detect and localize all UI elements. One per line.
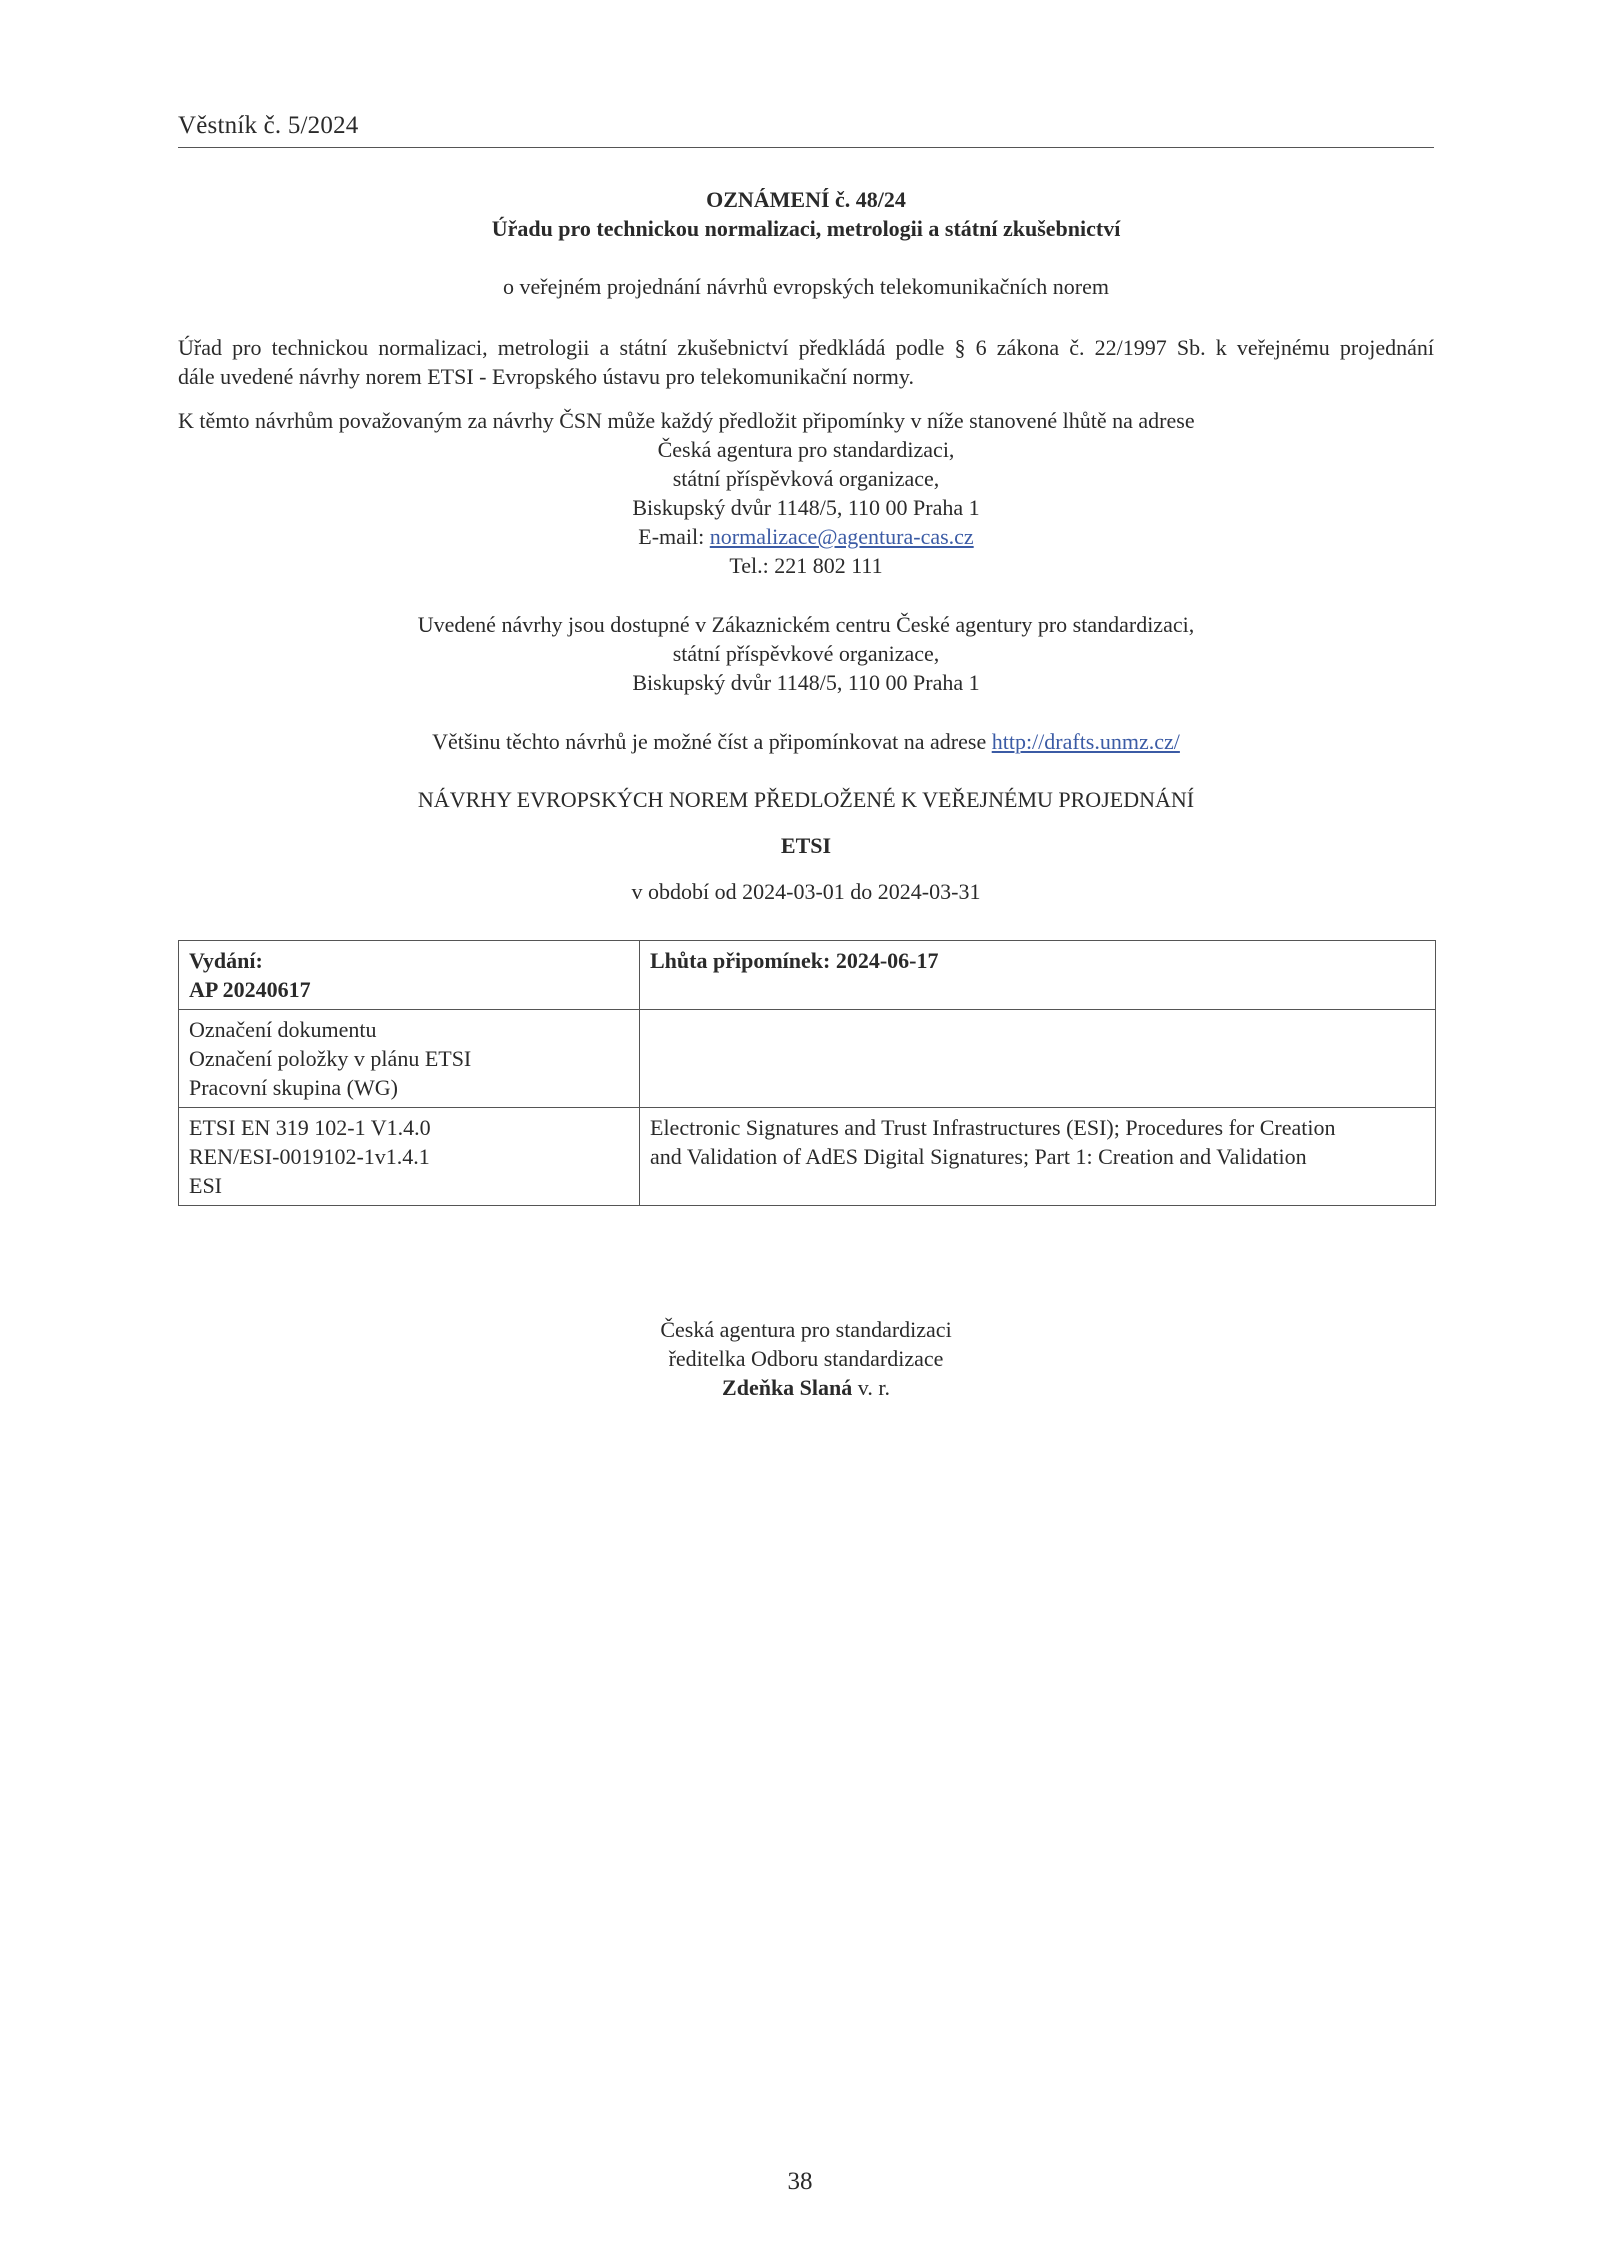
drafts-text: Většinu těchto návrhů je možné číst a připomínkovat na adrese — [432, 729, 992, 754]
drafts-line — [178, 727, 1434, 756]
table-header-row — [179, 941, 1436, 1010]
bulletin-title: Věstník č. 5/2024 — [178, 112, 359, 139]
address-line-2: státní příspěvková organizace, — [672, 466, 940, 491]
announcement-subject: o veřejném projednání návrhů evropských telekomunikačních norem — [502, 274, 1110, 299]
legend-empty-cell — [640, 1010, 1436, 1108]
header-divider — [178, 147, 1434, 148]
signature-name-line — [178, 1373, 1434, 1402]
availability-block — [178, 610, 1434, 697]
intro-paragraph — [178, 333, 1434, 391]
document-title-cell — [640, 1108, 1436, 1206]
signature-agency: Česká agentura pro standardizaci — [660, 1317, 952, 1342]
legend-work-item: Označení položky v plánu ETSI — [189, 1046, 472, 1071]
announcement-office: Úřadu pro technickou normalizaci, metrologii a státní zkušebnictví — [491, 216, 1121, 241]
legend-working-group: Pracovní skupina (WG) — [189, 1075, 398, 1100]
document-designation: ETSI EN 319 102-1 V1.4.0 — [189, 1115, 431, 1140]
edition-cell — [179, 941, 640, 1010]
document-title-line-2: and Validation of AdES Digital Signatures; Part 1: Creation and Validation — [650, 1144, 1307, 1169]
intro-line-1: Úřad pro technickou normalizaci, metrologii a státní zkušebnictví předkládá podle § 6 zákona č. 22/1997 Sb. k veřejnému projednání — [178, 335, 1434, 360]
drafts-link[interactable]: http://drafts.unmz.cz/ — [991, 729, 1180, 754]
section-period: v období od 2024-03-01 do 2024-03-31 — [631, 879, 981, 904]
email-line — [178, 522, 1434, 551]
edition-value: AP 20240617 — [189, 977, 311, 1002]
legend-designation: Označení dokumentu — [189, 1017, 377, 1042]
document-wg: ESI — [189, 1173, 222, 1198]
page-number: 38 — [787, 2168, 813, 2195]
legend-cell — [179, 1010, 640, 1108]
phone-line: Tel.: 221 802 111 — [729, 553, 883, 578]
drafts-table — [178, 940, 1436, 1206]
deadline-cell — [640, 941, 1436, 1010]
email-link[interactable]: normalizace@agentura-cas.cz — [709, 524, 974, 549]
email-label: E-mail: — [638, 524, 710, 549]
intro-line-2: dále uvedené návrhy norem ETSI - Evropského ústavu pro telekomunikační normy. — [178, 364, 914, 389]
document-work-item: REN/ESI-0019102-1v1.4.1 — [189, 1144, 430, 1169]
section-org: ETSI — [780, 833, 832, 858]
address-line-1: Česká agentura pro standardizaci, — [657, 437, 955, 462]
edition-label: Vydání: — [189, 948, 263, 973]
address-line-3: Biskupský dvůr 1148/5, 110 00 Praha 1 — [632, 495, 980, 520]
signature-name: Zdeňka Slaná — [722, 1375, 853, 1400]
availability-line-1: Uvedené návrhy jsou dostupné v Zákaznickém centru České agentury pro standardizaci, — [417, 612, 1195, 637]
comments-intro: K těmto návrhům považovaným za návrhy ČSN může každý předložit připomínky v níže stanovené lhůtě na adrese — [178, 408, 1195, 433]
deadline-text: Lhůta připomínek: 2024-06-17 — [650, 948, 939, 973]
announcement-number: OZNÁMENÍ č. 48/24 — [706, 187, 906, 212]
document-title-line-1: Electronic Signatures and Trust Infrastructures (ESI); Procedures for Creation — [650, 1115, 1336, 1140]
comments-address — [178, 435, 1434, 580]
section-heading: NÁVRHY EVROPSKÝCH NOREM PŘEDLOŽENÉ K VEŘEJNÉMU PROJEDNÁNÍ — [417, 787, 1195, 812]
table-legend-row — [179, 1010, 1436, 1108]
table-row — [179, 1108, 1436, 1206]
signature-block — [178, 1315, 1434, 1402]
availability-line-2: státní příspěvkové organizace, — [672, 641, 940, 666]
availability-line-3: Biskupský dvůr 1148/5, 110 00 Praha 1 — [632, 670, 980, 695]
signature-suffix: v. r. — [852, 1375, 890, 1400]
signature-role: ředitelka Odboru standardizace — [668, 1346, 944, 1371]
document-ids-cell — [179, 1108, 640, 1206]
